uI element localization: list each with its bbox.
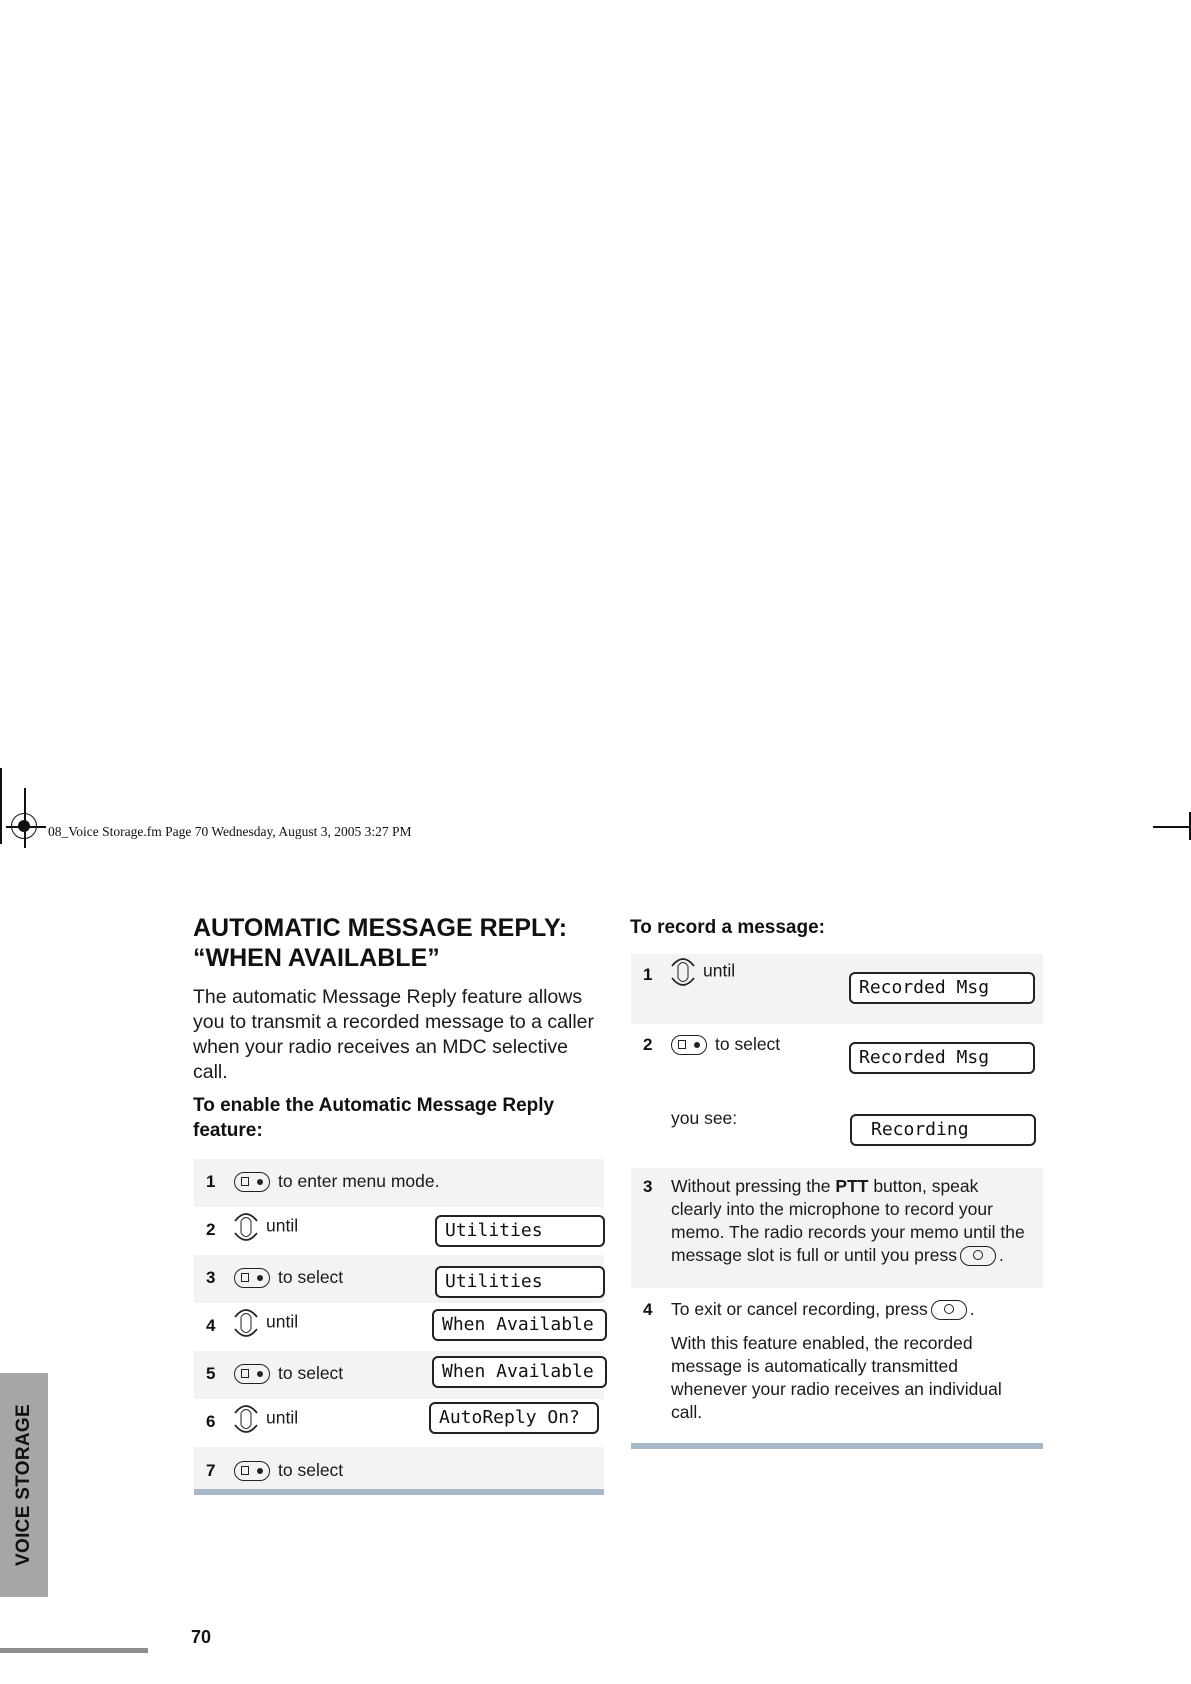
table-row: [194, 1207, 604, 1255]
menu-select-button-icon: [671, 1035, 707, 1055]
text-run: button, speak: [868, 1176, 979, 1196]
step-instruction: [669, 954, 735, 990]
step-instruction: [671, 1034, 780, 1055]
table-row: [631, 1288, 1043, 1438]
step-text: to select: [278, 1267, 344, 1287]
table-row: [631, 954, 1043, 1024]
record-message-heading: To record a message:: [630, 917, 826, 938]
note-line: call.: [671, 1402, 703, 1422]
step-text: until: [266, 1407, 299, 1428]
radio-display: Utilities: [435, 1266, 605, 1298]
radio-display: Recorded Msg: [849, 1042, 1035, 1074]
ptt-label: PTT: [835, 1176, 869, 1196]
crop-mark-vertical: [1189, 812, 1191, 840]
step-number: 1: [206, 1172, 216, 1191]
step-number: 3: [206, 1268, 216, 1287]
table-row: [194, 1351, 604, 1399]
text-run: Without pressing the: [671, 1176, 836, 1196]
menu-select-button-icon: [234, 1364, 270, 1384]
navigation-scroll-icon: [232, 1305, 260, 1341]
text-run: .: [969, 1299, 975, 1319]
table-rule-bar: [194, 1489, 604, 1495]
step-instruction: [232, 1401, 298, 1437]
radio-display: AutoReply On?: [429, 1402, 599, 1434]
text-run: To exit or cancel recording, press: [671, 1299, 928, 1319]
title-line: AUTOMATIC MESSAGE REPLY:: [193, 914, 568, 942]
you-see-label: you see:: [671, 1108, 738, 1128]
note-line: message is automatically transmitted: [671, 1356, 958, 1376]
step-text: to select: [278, 1460, 344, 1480]
table-row: [194, 1303, 604, 1351]
text-run: memo. The radio records your memo until the: [671, 1222, 1025, 1242]
table-row: [194, 1447, 604, 1495]
radio-display: When Available: [432, 1309, 607, 1341]
step-text: to select: [278, 1363, 344, 1383]
text-run: .: [998, 1245, 1004, 1265]
step-instruction: [234, 1460, 343, 1481]
intro-paragraph: [193, 985, 613, 1085]
menu-select-button-icon: [234, 1461, 270, 1481]
intro-line: when your radio receives an MDC selective: [193, 1036, 568, 1058]
table-row: [194, 1159, 604, 1207]
crop-mark-horizontal: [1153, 826, 1191, 828]
step-text: to enter menu mode.: [278, 1171, 440, 1191]
step-instruction: [234, 1267, 343, 1288]
registration-mark-icon: [11, 813, 37, 839]
table-row: [194, 1399, 604, 1447]
intro-line: call.: [193, 1061, 228, 1083]
step-instruction: [234, 1363, 343, 1384]
intro-line: The automatic Message Reply feature allows: [193, 986, 583, 1008]
navigation-scroll-icon: [232, 1401, 260, 1437]
step-number: 4: [643, 1300, 653, 1319]
radio-display: When Available: [432, 1356, 607, 1388]
page-title: [193, 913, 613, 973]
step-number: 7: [206, 1461, 216, 1480]
menu-select-button-icon: [234, 1172, 270, 1192]
step-text: until: [703, 960, 736, 981]
text-run: message slot is full or until you press: [671, 1245, 957, 1265]
menu-select-button-icon: [234, 1268, 270, 1288]
step-instruction: [232, 1305, 298, 1341]
radio-display: Recorded Msg: [849, 972, 1035, 1004]
step-number: 5: [206, 1364, 216, 1383]
note-line: whenever your radio receives an individual: [671, 1379, 1002, 1399]
navigation-scroll-icon: [669, 954, 697, 990]
print-file-header: 08_Voice Storage.fm Page 70 Wednesday, August 3, 2005 3:27 PM: [48, 824, 412, 839]
step-number: 3: [643, 1177, 653, 1196]
enable-feature-heading: [193, 1093, 613, 1143]
note-line: With this feature enabled, the recorded: [671, 1333, 973, 1353]
table-row: [631, 1168, 1043, 1288]
radio-display-recording: Recording: [850, 1114, 1036, 1146]
step-text: to select: [715, 1034, 781, 1054]
step-paragraph: [671, 1298, 1043, 1321]
side-tab-label: VOICE STORAGE: [13, 1404, 34, 1566]
heading-line: feature:: [193, 1120, 263, 1141]
footer-bar: [0, 1648, 148, 1653]
step-text: until: [266, 1311, 299, 1332]
navigation-scroll-icon: [232, 1209, 260, 1245]
step-number: 1: [643, 965, 653, 984]
title-line: “WHEN AVAILABLE”: [193, 944, 440, 972]
step-number: 4: [206, 1316, 216, 1335]
crop-mark-vertical: [0, 768, 2, 844]
table-row: [194, 1255, 604, 1303]
step-paragraph: [671, 1175, 1043, 1267]
table-row: [631, 1024, 1043, 1168]
feature-note: [671, 1332, 1043, 1424]
home-exit-button-icon: [931, 1300, 967, 1320]
page-number: 70: [191, 1627, 212, 1647]
table-rule-bar: [631, 1443, 1043, 1449]
heading-line: To enable the Automatic Message Reply: [193, 1095, 555, 1116]
step-text: until: [266, 1215, 299, 1236]
step-number: 2: [643, 1035, 653, 1054]
home-exit-button-icon: [960, 1246, 996, 1266]
step-instruction: [232, 1209, 298, 1245]
section-side-tab: [0, 1373, 48, 1597]
text-run: clearly into the microphone to record your: [671, 1199, 993, 1219]
step-instruction: [234, 1171, 439, 1192]
intro-line: you to transmit a recorded message to a caller: [193, 1011, 595, 1033]
step-number: 6: [206, 1412, 216, 1431]
radio-display: Utilities: [435, 1215, 605, 1247]
step-number: 2: [206, 1220, 216, 1239]
